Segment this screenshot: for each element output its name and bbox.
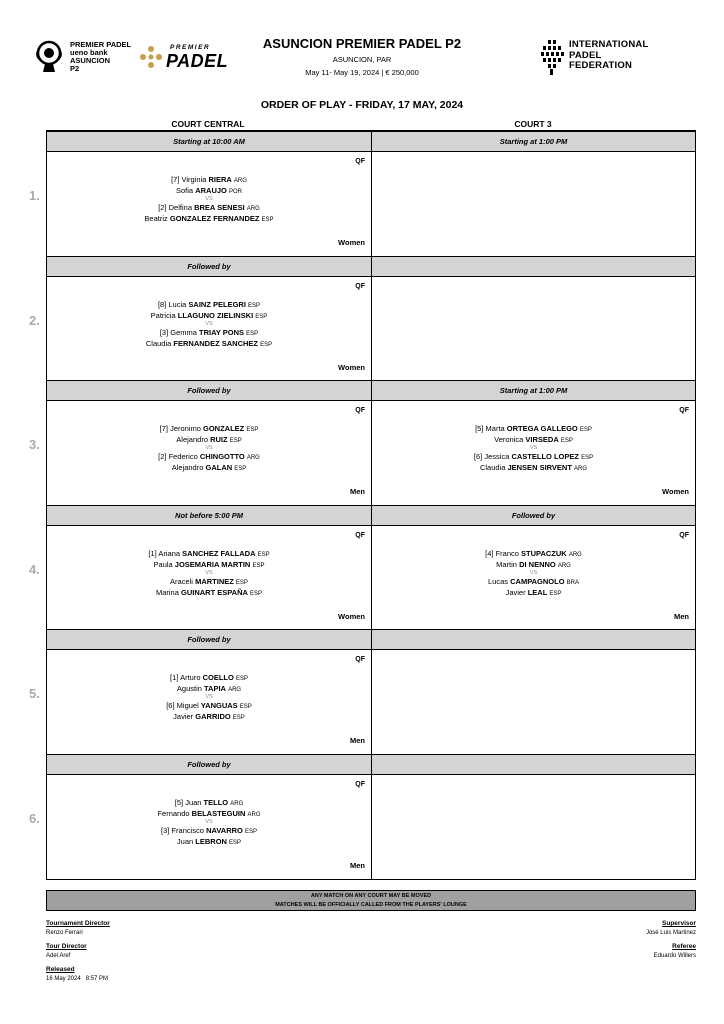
player-nationality: ARG bbox=[568, 551, 582, 558]
player-nationality: ESP bbox=[261, 217, 274, 223]
category-label: Men bbox=[350, 736, 365, 746]
player-nationality: ESP bbox=[560, 438, 573, 445]
footer-left bbox=[46, 920, 110, 983]
tour-director-name: Adel Aref bbox=[46, 953, 71, 959]
row-number: 6. bbox=[29, 811, 40, 826]
player-first-name: Miguel bbox=[176, 701, 199, 711]
notice-banner bbox=[46, 890, 696, 911]
match-players bbox=[47, 672, 371, 722]
match-cell bbox=[47, 526, 371, 630]
player-last-name: DI NENNO bbox=[519, 559, 556, 569]
player-first-name: Marina bbox=[155, 587, 179, 597]
trophy-badge-icon bbox=[36, 40, 66, 74]
player-last-name: RUIZ bbox=[210, 435, 228, 445]
player-seed: [2] bbox=[158, 203, 167, 212]
time-slot-bar: Starting at 1:00 PM bbox=[372, 132, 695, 152]
ipf-ball-icon bbox=[536, 38, 566, 76]
player-first-name: Juan bbox=[185, 798, 202, 807]
supervisor-label: Supervisor bbox=[662, 920, 696, 927]
match-cell bbox=[47, 401, 371, 505]
match-cell bbox=[372, 650, 695, 754]
player-first-name: Lucas bbox=[488, 576, 509, 586]
player-last-name: CHINGOTTO bbox=[199, 452, 245, 462]
player-first-name: Javier bbox=[173, 712, 194, 722]
notice-line2: MATCHES WILL BE OFFICIALLY CALLED FROM THE PLAYERS' LOUNGE bbox=[275, 902, 467, 908]
player-seed: [6] bbox=[166, 701, 175, 711]
player-nationality: ESP bbox=[235, 676, 248, 683]
player-first-name: Beatriz bbox=[144, 214, 168, 223]
time-slot-bar bbox=[372, 630, 695, 650]
ipf-logo bbox=[536, 38, 649, 78]
schedule-row bbox=[29, 380, 695, 504]
player-nationality: ESP bbox=[234, 466, 247, 473]
player-last-name: GONZALEZ bbox=[203, 424, 245, 434]
player-last-name: TRIAY PONS bbox=[199, 327, 245, 337]
supervisor-name: José Luis Martinez bbox=[645, 930, 696, 936]
round-label: QF bbox=[355, 407, 365, 415]
order-of-play-title: ORDER OF PLAY - FRIDAY, 17 MAY, 2024 bbox=[260, 99, 464, 111]
player-entry bbox=[372, 423, 695, 434]
released-value: 16 May 2024 8:57 PM bbox=[46, 976, 109, 982]
player-first-name: Marta bbox=[485, 424, 505, 434]
player-entry bbox=[47, 451, 371, 462]
player-entry bbox=[372, 434, 695, 445]
vs-separator: VS bbox=[205, 569, 213, 576]
order-of-play-grid bbox=[29, 130, 696, 880]
player-nationality: ESP bbox=[549, 590, 562, 597]
player-nationality: ESP bbox=[250, 590, 263, 597]
player-entry bbox=[372, 559, 695, 570]
logo1-line4: P2 bbox=[70, 64, 80, 73]
player-entry bbox=[47, 797, 371, 808]
ipf-text bbox=[569, 40, 648, 72]
player-nationality: ARG bbox=[230, 801, 244, 807]
row-number: 5. bbox=[29, 686, 40, 702]
player-nationality: ESP bbox=[257, 551, 270, 558]
player-entry bbox=[47, 185, 371, 196]
player-first-name: Fernando bbox=[157, 809, 190, 818]
player-last-name: GALAN bbox=[205, 463, 233, 473]
player-nationality: ESP bbox=[248, 302, 261, 309]
player-last-name: COELLO bbox=[202, 673, 234, 683]
time-slot-bar: Followed by bbox=[47, 257, 371, 277]
match-players bbox=[47, 548, 371, 598]
ipf-line2: PADEL bbox=[569, 49, 602, 61]
category-label: Men bbox=[350, 861, 365, 870]
player-first-name: Veronica bbox=[494, 435, 524, 445]
player-entry bbox=[372, 548, 695, 559]
player-last-name: STUPACZUK bbox=[521, 548, 567, 558]
row-number: 3. bbox=[29, 437, 40, 453]
player-nationality: ARG bbox=[246, 455, 260, 462]
player-last-name: YANGUAS bbox=[200, 701, 238, 711]
player-seed: [3] bbox=[159, 327, 169, 337]
vs-separator: VS bbox=[529, 445, 538, 452]
player-first-name: Alejandro bbox=[176, 435, 208, 445]
player-last-name: CAMPAGNOLO bbox=[510, 576, 565, 586]
tournament-director-name: Renzo Ferrari bbox=[46, 930, 83, 936]
player-first-name: Javier bbox=[505, 587, 526, 597]
match-players bbox=[47, 797, 371, 847]
time-slot-bar: Followed by bbox=[47, 381, 371, 401]
player-last-name: NAVARRO bbox=[206, 826, 243, 835]
time-slot-bar bbox=[372, 257, 695, 277]
player-entry bbox=[372, 451, 695, 462]
time-slot-bar: Followed by bbox=[47, 630, 371, 650]
referee-label: Referee bbox=[672, 943, 696, 950]
match-cell bbox=[372, 277, 695, 381]
player-entry bbox=[372, 587, 695, 598]
tournament-title: ASUNCION PREMIER PADEL P2 bbox=[262, 36, 462, 51]
player-last-name: GARRIDO bbox=[195, 712, 231, 722]
tournament-director-label: Tournament Director bbox=[46, 920, 110, 927]
player-last-name: LEAL bbox=[527, 587, 548, 597]
player-nationality: ARG bbox=[247, 812, 261, 818]
player-entry bbox=[47, 683, 371, 694]
category-label: Women bbox=[338, 611, 365, 621]
player-seed: [5] bbox=[174, 798, 184, 807]
round-label: QF bbox=[355, 282, 365, 290]
player-last-name: VIRSEDA bbox=[525, 435, 559, 445]
player-seed: [6] bbox=[473, 452, 483, 462]
player-nationality: ESP bbox=[244, 829, 257, 835]
schedule-row bbox=[29, 754, 695, 878]
player-seed: [2] bbox=[158, 452, 167, 462]
player-first-name: Franco bbox=[495, 548, 519, 558]
premier-text: PREMIER bbox=[170, 44, 211, 51]
schedule-row bbox=[29, 629, 695, 753]
category-label: Men bbox=[674, 611, 689, 621]
player-first-name: Jessica bbox=[484, 452, 510, 462]
player-seed: [5] bbox=[475, 424, 484, 434]
vs-separator: VS bbox=[205, 445, 213, 452]
match-cell bbox=[372, 152, 695, 256]
round-label: QF bbox=[355, 656, 365, 664]
player-seed: [7] bbox=[159, 424, 168, 434]
player-nationality: ESP bbox=[235, 579, 248, 586]
tournament-location: ASUNCION, PAR bbox=[332, 55, 392, 64]
player-first-name: Gemma bbox=[170, 327, 197, 337]
player-last-name: SAINZ PELEGRI bbox=[188, 299, 246, 309]
round-label: QF bbox=[679, 407, 689, 415]
player-entry bbox=[47, 587, 371, 598]
player-seed: [7] bbox=[171, 175, 180, 184]
match-players bbox=[47, 174, 371, 224]
category-label: Women bbox=[662, 487, 689, 497]
player-entry bbox=[47, 825, 371, 836]
match-cell bbox=[47, 277, 371, 381]
player-nationality: ESP bbox=[232, 715, 245, 722]
footer-right bbox=[646, 920, 696, 960]
row-number: 2. bbox=[29, 312, 40, 328]
logo1-line2: ueno bank bbox=[70, 48, 108, 57]
player-nationality: ARG bbox=[233, 178, 247, 184]
player-entry bbox=[47, 299, 371, 310]
player-first-name: Federico bbox=[168, 452, 198, 462]
player-nationality: ARG bbox=[228, 687, 242, 694]
player-entry bbox=[47, 423, 371, 434]
star-mark-icon bbox=[138, 44, 164, 70]
player-nationality: ESP bbox=[246, 330, 259, 337]
match-cell bbox=[372, 526, 695, 630]
player-entry bbox=[47, 672, 371, 683]
player-entry bbox=[372, 576, 695, 587]
player-nationality: ESP bbox=[229, 840, 242, 846]
player-seed: [1] bbox=[148, 548, 157, 558]
court-3-heading: COURT 3 bbox=[514, 119, 552, 129]
player-first-name: Juan bbox=[176, 837, 194, 846]
player-nationality: ARG bbox=[557, 562, 571, 569]
player-entry bbox=[47, 202, 371, 213]
player-last-name: CASTELLO LOPEZ bbox=[511, 452, 579, 462]
player-last-name: LLAGUNO ZIELINSKI bbox=[177, 310, 254, 320]
player-nationality: ARG bbox=[246, 206, 260, 212]
schedule-row bbox=[29, 505, 695, 629]
match-cell bbox=[47, 775, 371, 879]
time-slot-bar bbox=[372, 755, 695, 775]
notice-line1: ANY MATCH ON ANY COURT MAY BE MOVED bbox=[310, 893, 432, 899]
player-first-name: Agustin bbox=[176, 684, 202, 694]
player-last-name: FERNANDEZ SANCHEZ bbox=[173, 338, 258, 348]
asuncion-p2-logo bbox=[36, 40, 136, 76]
schedule-row bbox=[29, 256, 695, 380]
player-last-name: BREA SENESI bbox=[194, 203, 245, 212]
match-cell bbox=[372, 775, 695, 879]
category-label: Men bbox=[350, 487, 365, 497]
player-last-name: ARAUJO bbox=[195, 186, 227, 195]
player-first-name: Patricia bbox=[150, 310, 176, 320]
player-first-name: Araceli bbox=[170, 576, 193, 586]
round-label: QF bbox=[679, 531, 689, 539]
player-entry bbox=[47, 327, 371, 338]
match-players bbox=[372, 548, 695, 598]
row-number: 4. bbox=[29, 561, 40, 577]
player-entry bbox=[372, 462, 695, 473]
player-first-name: Virginia bbox=[181, 175, 207, 184]
category-label: Women bbox=[338, 362, 365, 372]
match-players bbox=[47, 299, 371, 349]
player-nationality: ESP bbox=[239, 704, 252, 711]
vs-separator: VS bbox=[205, 694, 213, 701]
vs-separator: VS bbox=[205, 320, 213, 327]
player-last-name: TELLO bbox=[203, 798, 229, 807]
player-seed: [4] bbox=[485, 548, 494, 558]
referee-name: Eduardo Willers bbox=[653, 953, 696, 959]
player-nationality: ESP bbox=[581, 455, 594, 462]
player-last-name: JOSEMARIA MARTIN bbox=[174, 559, 251, 569]
player-seed: [3] bbox=[161, 826, 170, 835]
time-slot-bar: Not before 5:00 PM bbox=[47, 506, 371, 526]
player-last-name: RIERA bbox=[208, 175, 232, 184]
time-slot-bar: Starting at 10:00 AM bbox=[47, 132, 371, 152]
player-entry bbox=[47, 711, 371, 722]
player-last-name: GUINART ESPAÑA bbox=[180, 587, 248, 597]
player-nationality: ESP bbox=[252, 562, 265, 569]
vs-separator: VS bbox=[205, 819, 213, 825]
player-entry bbox=[47, 576, 371, 587]
player-first-name: Lucia bbox=[168, 299, 187, 309]
tournament-header bbox=[220, 36, 504, 77]
player-first-name: Paula bbox=[153, 559, 173, 569]
player-first-name: Martin bbox=[496, 559, 517, 569]
player-entry bbox=[47, 559, 371, 570]
padel-text: PADEL bbox=[166, 51, 229, 71]
player-nationality: ARG bbox=[574, 466, 588, 473]
player-entry bbox=[47, 213, 371, 224]
player-nationality: ESP bbox=[229, 438, 242, 445]
ipf-line3: FEDERATION bbox=[569, 60, 633, 71]
row-number: 1. bbox=[29, 188, 40, 203]
player-entry bbox=[47, 808, 371, 819]
player-last-name: TAPIA bbox=[204, 684, 226, 694]
player-entry bbox=[47, 836, 371, 847]
court-central-heading: COURT CENTRAL bbox=[171, 119, 245, 129]
player-nationality: ESP bbox=[255, 313, 268, 320]
time-slot-bar: Followed by bbox=[47, 755, 371, 775]
player-nationality: ESP bbox=[579, 427, 592, 434]
match-players bbox=[372, 423, 695, 473]
category-label: Women bbox=[338, 238, 365, 247]
time-slot-bar: Followed by bbox=[372, 506, 695, 526]
player-first-name: Delfina bbox=[168, 203, 192, 212]
tour-director-label: Tour Director bbox=[46, 943, 87, 950]
schedule-row bbox=[29, 131, 695, 255]
player-entry bbox=[47, 310, 371, 321]
released-label: Released bbox=[46, 966, 75, 973]
logo1-line3: ASUNCION bbox=[70, 56, 111, 65]
round-label: QF bbox=[355, 531, 365, 539]
player-last-name: LEBRON bbox=[195, 837, 227, 846]
player-first-name: Arturo bbox=[180, 673, 201, 683]
player-first-name: Claudia bbox=[479, 463, 506, 473]
player-entry bbox=[47, 338, 371, 349]
player-nationality: POR bbox=[228, 189, 242, 195]
player-last-name: JENSEN SIRVENT bbox=[507, 463, 572, 473]
player-entry bbox=[47, 700, 371, 711]
player-first-name: Jeronimo bbox=[170, 424, 201, 434]
tournament-dates-prize: May 11- May 19, 2024 | € 250,000 bbox=[305, 68, 419, 77]
player-last-name: MARTINEZ bbox=[195, 576, 234, 586]
vs-separator: VS bbox=[205, 196, 213, 202]
player-seed: [1] bbox=[170, 673, 179, 683]
vs-separator: VS bbox=[529, 569, 538, 576]
player-first-name: Ariana bbox=[158, 548, 181, 558]
player-last-name: GONZALEZ FERNANDEZ bbox=[169, 214, 260, 223]
player-entry bbox=[47, 434, 371, 445]
ipf-line1: INTERNATIONAL bbox=[569, 39, 649, 50]
player-entry bbox=[47, 462, 371, 473]
player-nationality: ESP bbox=[260, 341, 273, 348]
player-last-name: SANCHEZ FALLADA bbox=[182, 548, 256, 558]
player-first-name: Alejandro bbox=[171, 463, 204, 473]
player-last-name: BELASTEGUIN bbox=[191, 809, 246, 818]
match-cell bbox=[47, 152, 371, 256]
player-seed: [8] bbox=[157, 299, 167, 309]
time-slot-bar: Starting at 1:00 PM bbox=[372, 381, 695, 401]
player-nationality: ESP bbox=[246, 427, 259, 434]
match-cell bbox=[372, 401, 695, 505]
player-nationality: BRA bbox=[566, 579, 579, 586]
round-label: QF bbox=[355, 781, 365, 788]
player-first-name: Francisco bbox=[171, 826, 204, 835]
round-label: QF bbox=[355, 158, 365, 165]
player-last-name: ORTEGA GALLEGO bbox=[506, 424, 578, 434]
player-entry bbox=[47, 174, 371, 185]
player-first-name: Claudia bbox=[145, 338, 172, 348]
logo1-line1: PREMIER PADEL bbox=[70, 40, 132, 49]
match-players bbox=[47, 423, 371, 473]
match-cell bbox=[47, 650, 371, 754]
player-entry bbox=[47, 548, 371, 559]
player-first-name: Sofia bbox=[176, 186, 194, 195]
